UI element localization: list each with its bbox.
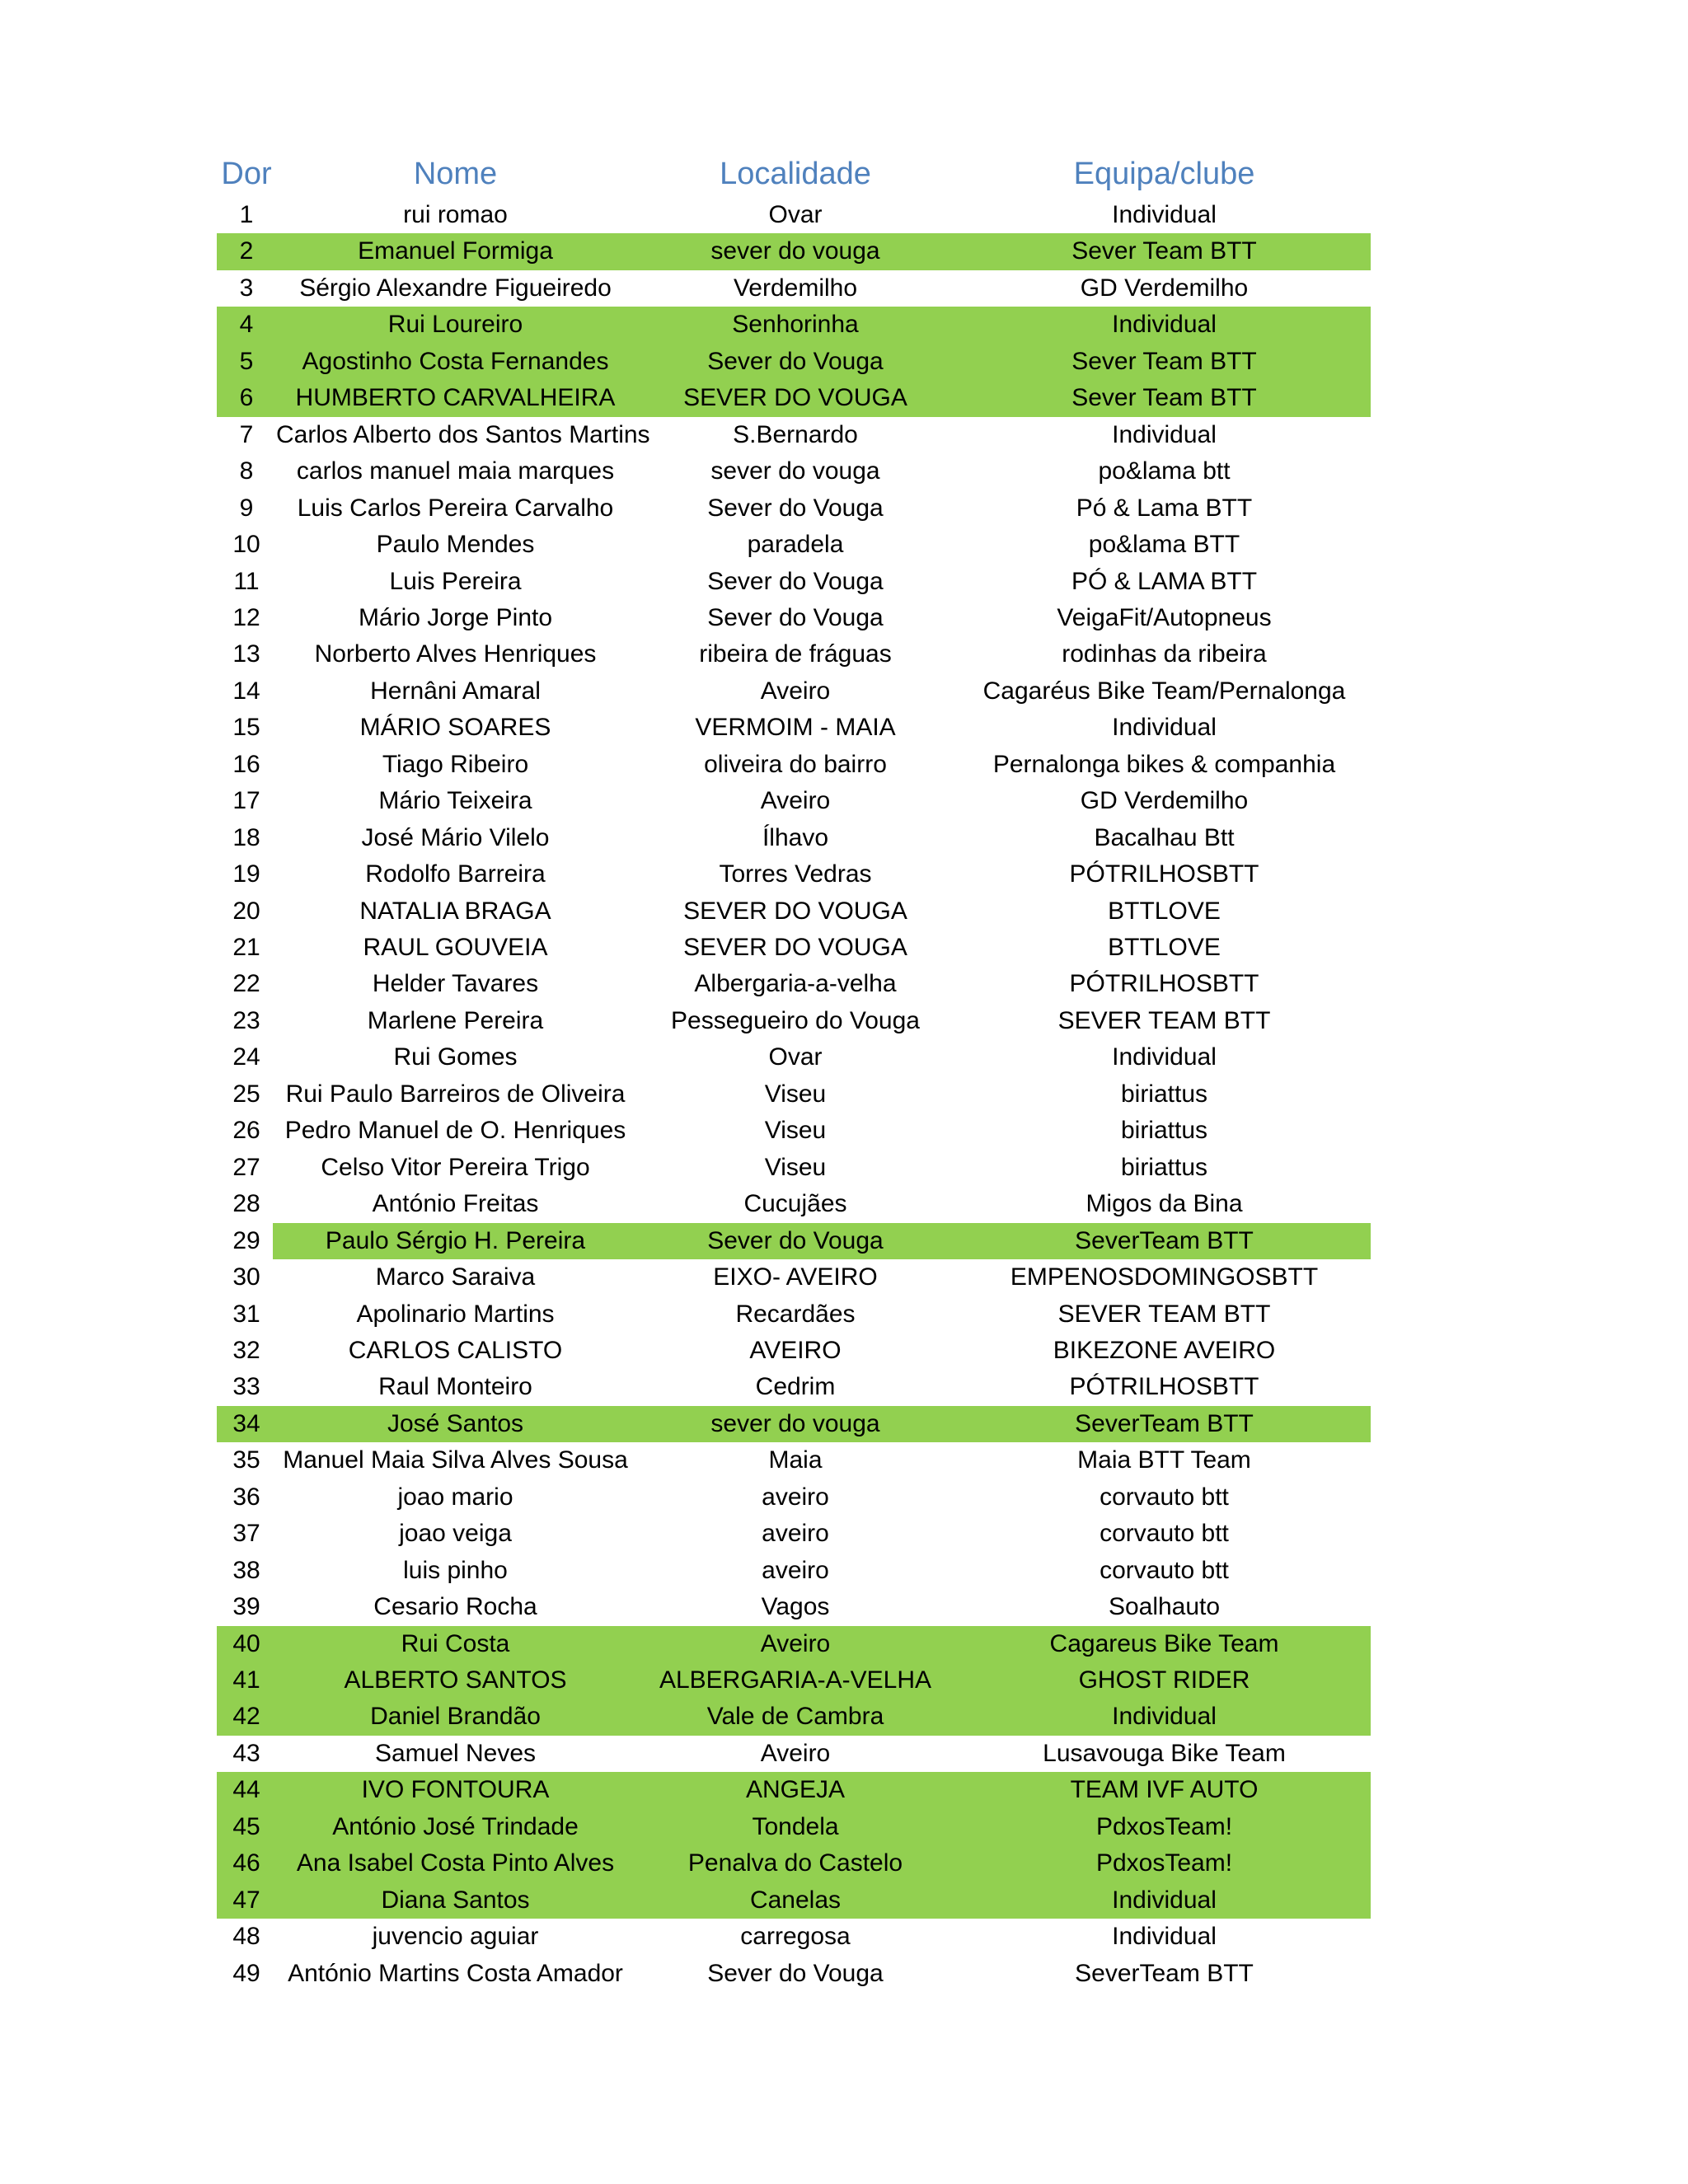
cell-dor: 41 bbox=[232, 1666, 260, 1694]
table-row bbox=[217, 1113, 1371, 1149]
cell-dor: 19 bbox=[232, 860, 260, 888]
cell-nome: Agostinho Costa Fernandes bbox=[302, 347, 609, 375]
cell-localidade: oliveira do bairro bbox=[704, 750, 887, 778]
cell-localidade: SEVER DO VOUGA bbox=[683, 384, 907, 412]
cell-localidade: Aveiro bbox=[760, 677, 831, 705]
header-dor: Dor bbox=[221, 157, 272, 191]
cell-localidade: Sever do Vouga bbox=[707, 347, 884, 375]
table-row bbox=[217, 1553, 1371, 1589]
cell-dor: 25 bbox=[232, 1080, 260, 1108]
table-row bbox=[217, 710, 1371, 746]
cell-nome: Helder Tavares bbox=[372, 970, 539, 998]
table-row bbox=[217, 1039, 1371, 1076]
cell-equipa: po&lama btt bbox=[1098, 457, 1231, 485]
cell-localidade: Albergaria-a-velha bbox=[694, 970, 897, 998]
table-row bbox=[217, 1699, 1371, 1735]
cell-dor: 17 bbox=[232, 787, 260, 815]
cell-nome: Rui Gomes bbox=[393, 1043, 518, 1071]
table-row bbox=[217, 1369, 1371, 1405]
cell-localidade: Sever do Vouga bbox=[707, 603, 884, 631]
cell-nome: Ana Isabel Costa Pinto Alves bbox=[296, 1849, 615, 1877]
cell-equipa: Sever Team BTT bbox=[1071, 237, 1257, 265]
cell-nome: HUMBERTO CARVALHEIRA bbox=[295, 384, 616, 412]
cell-nome: joao veiga bbox=[399, 1520, 512, 1548]
cell-localidade: sever do vouga bbox=[710, 237, 880, 265]
cell-nome: Daniel Brandão bbox=[370, 1703, 541, 1731]
table-row bbox=[217, 1662, 1371, 1699]
cell-equipa: VeigaFit/Autopneus bbox=[1057, 603, 1272, 631]
table-row bbox=[217, 380, 1371, 416]
cell-localidade: Aveiro bbox=[760, 787, 831, 815]
cell-dor: 12 bbox=[232, 603, 260, 631]
cell-localidade: Aveiro bbox=[760, 1629, 831, 1657]
cell-dor: 27 bbox=[232, 1153, 260, 1181]
cell-localidade: AVEIRO bbox=[749, 1336, 842, 1364]
cell-localidade: Torres Vedras bbox=[719, 860, 872, 888]
cell-nome: NATALIA BRAGA bbox=[359, 897, 551, 925]
table-row bbox=[217, 1736, 1371, 1772]
table-row bbox=[217, 1882, 1371, 1919]
cell-nome: Rodolfo Barreira bbox=[365, 860, 546, 888]
cell-equipa: Cagaréus Bike Team/Pernalonga bbox=[982, 677, 1346, 705]
cell-equipa: corvauto btt bbox=[1100, 1520, 1229, 1548]
cell-localidade: aveiro bbox=[762, 1520, 829, 1548]
cell-dor: 23 bbox=[232, 1006, 260, 1034]
cell-nome: Apolinario Martins bbox=[356, 1300, 555, 1328]
cell-dor: 44 bbox=[232, 1776, 260, 1804]
cell-dor: 13 bbox=[232, 640, 260, 668]
cell-dor: 31 bbox=[232, 1300, 260, 1328]
table-row bbox=[217, 1296, 1371, 1333]
cell-equipa: biriattus bbox=[1120, 1080, 1208, 1108]
cell-equipa: Individual bbox=[1112, 1886, 1217, 1914]
cell-nome: Marco Saraiva bbox=[375, 1263, 536, 1291]
cell-equipa: corvauto btt bbox=[1100, 1556, 1229, 1584]
cell-localidade: aveiro bbox=[762, 1483, 829, 1511]
cell-nome: Rui Costa bbox=[401, 1629, 510, 1657]
cell-nome: Hernâni Amaral bbox=[370, 677, 541, 705]
cell-nome: José Santos bbox=[387, 1409, 524, 1437]
cell-equipa: Maia BTT Team bbox=[1077, 1446, 1251, 1474]
cell-localidade: Viseu bbox=[764, 1117, 827, 1145]
cell-nome: Carlos Alberto dos Santos Martins bbox=[276, 420, 650, 448]
cell-dor: 45 bbox=[232, 1812, 260, 1840]
cell-localidade: Penalva do Castelo bbox=[687, 1849, 903, 1877]
cell-nome: Norberto Alves Henriques bbox=[314, 640, 597, 668]
cell-equipa: po&lama BTT bbox=[1088, 531, 1240, 559]
cell-dor: 16 bbox=[232, 750, 260, 778]
cell-localidade: Sever do Vouga bbox=[707, 1959, 884, 1987]
cell-nome: Diana Santos bbox=[381, 1886, 530, 1914]
cell-equipa: biriattus bbox=[1120, 1117, 1208, 1145]
cell-nome: juvencio aguiar bbox=[372, 1923, 539, 1951]
table-row bbox=[217, 856, 1371, 893]
cell-dor: 48 bbox=[232, 1923, 260, 1951]
cell-dor: 22 bbox=[232, 970, 260, 998]
cell-equipa: BTTLOVE bbox=[1108, 897, 1221, 925]
cell-equipa: Individual bbox=[1112, 201, 1217, 228]
cell-dor: 46 bbox=[232, 1849, 260, 1877]
table-row bbox=[217, 1772, 1371, 1808]
cell-localidade: Cucujães bbox=[743, 1190, 847, 1218]
cell-dor: 33 bbox=[232, 1373, 260, 1401]
cell-equipa: Individual bbox=[1112, 714, 1217, 742]
table-row bbox=[217, 1076, 1371, 1113]
table-row bbox=[217, 1259, 1371, 1296]
cell-nome: luis pinho bbox=[403, 1556, 508, 1584]
table-row bbox=[217, 564, 1371, 600]
cell-dor: 38 bbox=[232, 1556, 260, 1584]
cell-localidade: Viseu bbox=[764, 1153, 827, 1181]
cell-equipa: Pó & Lama BTT bbox=[1076, 494, 1253, 522]
cell-nome: Rui Loureiro bbox=[387, 311, 523, 339]
table-row bbox=[217, 1919, 1371, 1955]
cell-dor: 18 bbox=[232, 823, 260, 851]
table-row bbox=[217, 1406, 1371, 1442]
cell-nome: Sérgio Alexandre Figueiredo bbox=[299, 274, 612, 302]
cell-dor: 20 bbox=[232, 897, 260, 925]
table-row bbox=[217, 344, 1371, 380]
cell-equipa: SeverTeam BTT bbox=[1075, 1409, 1254, 1437]
cell-localidade: Vale de Cambra bbox=[706, 1703, 884, 1731]
table-row bbox=[217, 1003, 1371, 1039]
cell-nome: Manuel Maia Silva Alves Sousa bbox=[283, 1446, 628, 1474]
cell-equipa: Sever Team BTT bbox=[1071, 347, 1257, 375]
cell-dor: 29 bbox=[232, 1226, 260, 1254]
cell-localidade: sever do vouga bbox=[710, 457, 880, 485]
table-row bbox=[217, 930, 1371, 966]
cell-nome: António José Trindade bbox=[332, 1812, 579, 1840]
table-row bbox=[217, 747, 1371, 783]
cell-equipa: BIKEZONE AVEIRO bbox=[1053, 1336, 1276, 1364]
cell-equipa: SEVER TEAM BTT bbox=[1057, 1006, 1271, 1034]
cell-equipa: Individual bbox=[1112, 420, 1217, 448]
cell-localidade: Maia bbox=[768, 1446, 823, 1474]
cell-localidade: aveiro bbox=[762, 1556, 829, 1584]
cell-dor: 14 bbox=[232, 677, 260, 705]
cell-localidade: Sever do Vouga bbox=[707, 494, 884, 522]
cell-nome: António Freitas bbox=[372, 1190, 539, 1218]
cell-equipa: EMPENOSDOMINGOSBTT bbox=[1010, 1263, 1319, 1291]
cell-equipa: rodinhas da ribeira bbox=[1062, 640, 1267, 668]
cell-dor: 42 bbox=[232, 1703, 260, 1731]
cell-localidade: EIXO- AVEIRO bbox=[713, 1263, 878, 1291]
table-row bbox=[217, 527, 1371, 563]
table-row bbox=[217, 1956, 1371, 1992]
cell-localidade: Ovar bbox=[768, 201, 823, 228]
header-localidade: Localidade bbox=[720, 157, 871, 191]
cell-dor: 1 bbox=[239, 201, 254, 228]
cell-equipa: Pernalonga bikes & companhia bbox=[992, 750, 1336, 778]
table-row bbox=[217, 673, 1371, 710]
cell-localidade: Canelas bbox=[749, 1886, 842, 1914]
table-row bbox=[217, 1516, 1371, 1552]
table-row bbox=[217, 636, 1371, 673]
table-row bbox=[217, 600, 1371, 636]
table-row bbox=[217, 270, 1371, 307]
cell-dor: 30 bbox=[232, 1263, 260, 1291]
header-nome: Nome bbox=[413, 157, 498, 191]
cell-dor: 40 bbox=[232, 1629, 260, 1657]
cell-nome: António Martins Costa Amador bbox=[288, 1959, 623, 1987]
cell-localidade: S.Bernardo bbox=[733, 420, 858, 448]
table-row bbox=[217, 783, 1371, 819]
table-row bbox=[217, 453, 1371, 490]
cell-localidade: ANGEJA bbox=[745, 1776, 846, 1804]
cell-localidade: Ovar bbox=[768, 1043, 823, 1071]
table-row bbox=[217, 1442, 1371, 1479]
table-row bbox=[217, 1479, 1371, 1516]
cell-localidade: Senhorinha bbox=[732, 311, 859, 339]
cell-nome: Samuel Neves bbox=[374, 1739, 537, 1767]
cell-dor: 2 bbox=[239, 237, 254, 265]
table-row bbox=[217, 307, 1371, 343]
table-row bbox=[217, 1589, 1371, 1625]
cell-nome: IVO FONTOURA bbox=[361, 1776, 550, 1804]
cell-dor: 32 bbox=[232, 1336, 260, 1364]
cell-nome: Luis Pereira bbox=[389, 567, 522, 595]
cell-equipa: Individual bbox=[1112, 1043, 1217, 1071]
cell-nome: Rui Paulo Barreiros de Oliveira bbox=[285, 1080, 626, 1108]
cell-localidade: Verdemilho bbox=[733, 274, 858, 302]
cell-dor: 11 bbox=[233, 567, 260, 595]
cell-equipa: SEVER TEAM BTT bbox=[1057, 1300, 1271, 1328]
cell-localidade: Aveiro bbox=[760, 1739, 831, 1767]
cell-localidade: Pessegueiro do Vouga bbox=[671, 1006, 920, 1034]
cell-localidade: Recardães bbox=[735, 1300, 856, 1328]
cell-equipa: PdxosTeam! bbox=[1095, 1812, 1233, 1840]
cell-dor: 6 bbox=[239, 384, 254, 412]
cell-equipa: biriattus bbox=[1120, 1153, 1208, 1181]
cell-nome: Luis Carlos Pereira Carvalho bbox=[297, 494, 614, 522]
cell-localidade: ALBERGARIA-A-VELHA bbox=[659, 1666, 932, 1694]
table-row bbox=[217, 966, 1371, 1002]
cell-dor: 36 bbox=[232, 1483, 260, 1511]
table-row bbox=[217, 490, 1371, 527]
cell-nome: Tiago Ribeiro bbox=[382, 750, 529, 778]
cell-equipa: PÓ & LAMA BTT bbox=[1071, 567, 1258, 595]
cell-dor: 28 bbox=[232, 1190, 260, 1218]
cell-equipa: Individual bbox=[1112, 1923, 1217, 1951]
cell-equipa: Bacalhau Btt bbox=[1094, 823, 1235, 851]
cell-dor: 47 bbox=[232, 1886, 260, 1914]
cell-equipa: Lusavouga Bike Team bbox=[1043, 1739, 1286, 1767]
cell-dor: 21 bbox=[232, 934, 260, 961]
cell-dor: 8 bbox=[239, 457, 254, 485]
cell-equipa: PdxosTeam! bbox=[1095, 1849, 1233, 1877]
cell-localidade: SEVER DO VOUGA bbox=[683, 897, 907, 925]
cell-equipa: Individual bbox=[1112, 311, 1217, 339]
cell-nome: joao mario bbox=[397, 1483, 513, 1511]
cell-localidade: sever do vouga bbox=[710, 1409, 880, 1437]
cell-equipa: SeverTeam BTT bbox=[1075, 1226, 1254, 1254]
cell-nome: Marlene Pereira bbox=[367, 1006, 544, 1034]
cell-localidade: Tondela bbox=[752, 1812, 839, 1840]
cell-nome: Mário Jorge Pinto bbox=[358, 603, 553, 631]
table-row bbox=[217, 1186, 1371, 1222]
table-row bbox=[217, 1809, 1371, 1845]
cell-nome: Mário Teixeira bbox=[378, 787, 532, 815]
cell-dor: 9 bbox=[239, 494, 254, 522]
cell-nome: Raul Monteiro bbox=[378, 1373, 532, 1401]
cell-localidade: Vagos bbox=[761, 1593, 830, 1621]
cell-localidade: SEVER DO VOUGA bbox=[683, 934, 907, 961]
cell-dor: 7 bbox=[239, 420, 254, 448]
cell-localidade: paradela bbox=[747, 531, 844, 559]
cell-dor: 24 bbox=[232, 1043, 260, 1071]
cell-nome: José Mário Vilelo bbox=[361, 823, 550, 851]
table-row bbox=[217, 233, 1371, 269]
cell-dor: 26 bbox=[232, 1117, 260, 1145]
table-row bbox=[217, 1223, 1371, 1259]
cell-localidade: Sever do Vouga bbox=[707, 1226, 884, 1254]
table-row bbox=[217, 1626, 1371, 1662]
cell-localidade: ribeira de fráguas bbox=[699, 640, 892, 668]
table-row bbox=[217, 1150, 1371, 1186]
cell-nome: Cesario Rocha bbox=[373, 1593, 537, 1621]
cell-dor: 3 bbox=[239, 274, 254, 302]
cell-equipa: PÓTRILHOSBTT bbox=[1069, 1373, 1259, 1401]
cell-equipa: GD Verdemilho bbox=[1080, 274, 1249, 302]
cell-localidade: Sever do Vouga bbox=[707, 567, 884, 595]
cell-nome: RAUL GOUVEIA bbox=[363, 934, 548, 961]
cell-equipa: GD Verdemilho bbox=[1080, 787, 1249, 815]
cell-dor: 49 bbox=[232, 1959, 260, 1987]
table-row bbox=[217, 1333, 1371, 1369]
cell-dor: 43 bbox=[232, 1739, 260, 1767]
table-row bbox=[217, 197, 1371, 233]
cell-equipa: PÓTRILHOSBTT bbox=[1069, 970, 1259, 998]
cell-localidade: Viseu bbox=[764, 1080, 827, 1108]
cell-equipa: corvauto btt bbox=[1100, 1483, 1229, 1511]
cell-nome: rui romao bbox=[403, 201, 508, 228]
cell-equipa: SeverTeam BTT bbox=[1075, 1959, 1254, 1987]
cell-dor: 5 bbox=[239, 347, 254, 375]
cell-equipa: GHOST RIDER bbox=[1078, 1666, 1250, 1694]
cell-nome: Paulo Sérgio H. Pereira bbox=[325, 1226, 586, 1254]
cell-localidade: carregosa bbox=[740, 1923, 851, 1951]
cell-nome: Emanuel Formiga bbox=[358, 237, 553, 265]
cell-localidade: Ílhavo bbox=[762, 823, 829, 851]
cell-dor: 10 bbox=[232, 531, 260, 559]
header-equipa: Equipa/clube bbox=[1073, 157, 1255, 191]
cell-equipa: PÓTRILHOSBTT bbox=[1069, 860, 1259, 888]
cell-dor: 37 bbox=[232, 1520, 260, 1548]
cell-equipa: Sever Team BTT bbox=[1071, 384, 1257, 412]
cell-nome: ALBERTO SANTOS bbox=[344, 1666, 567, 1694]
cell-nome: Celso Vitor Pereira Trigo bbox=[321, 1153, 590, 1181]
table-row bbox=[217, 820, 1371, 856]
cell-localidade: Cedrim bbox=[755, 1373, 836, 1401]
cell-equipa: TEAM IVF AUTO bbox=[1070, 1776, 1259, 1804]
cell-dor: 39 bbox=[232, 1593, 260, 1621]
cell-nome: Paulo Mendes bbox=[376, 531, 535, 559]
cell-equipa: Migos da Bina bbox=[1085, 1190, 1243, 1218]
table-row bbox=[217, 893, 1371, 930]
cell-equipa: Soalhauto bbox=[1108, 1593, 1221, 1621]
cell-dor: 4 bbox=[239, 311, 254, 339]
cell-dor: 34 bbox=[232, 1409, 260, 1437]
cell-nome: MÁRIO SOARES bbox=[359, 714, 551, 742]
cell-nome: carlos manuel maia marques bbox=[296, 457, 615, 485]
table-row bbox=[217, 417, 1371, 453]
cell-equipa: BTTLOVE bbox=[1108, 934, 1221, 961]
cell-equipa: Individual bbox=[1112, 1703, 1217, 1731]
cell-dor: 35 bbox=[232, 1446, 260, 1474]
cell-localidade: VERMOIM - MAIA bbox=[695, 714, 896, 742]
table-header bbox=[217, 148, 1371, 199]
cell-nome: CARLOS CALISTO bbox=[348, 1336, 563, 1364]
cell-nome: Pedro Manuel de O. Henriques bbox=[284, 1117, 626, 1145]
cell-equipa: Cagareus Bike Team bbox=[1049, 1629, 1279, 1657]
table-row bbox=[217, 1845, 1371, 1882]
cell-dor: 15 bbox=[232, 714, 260, 742]
